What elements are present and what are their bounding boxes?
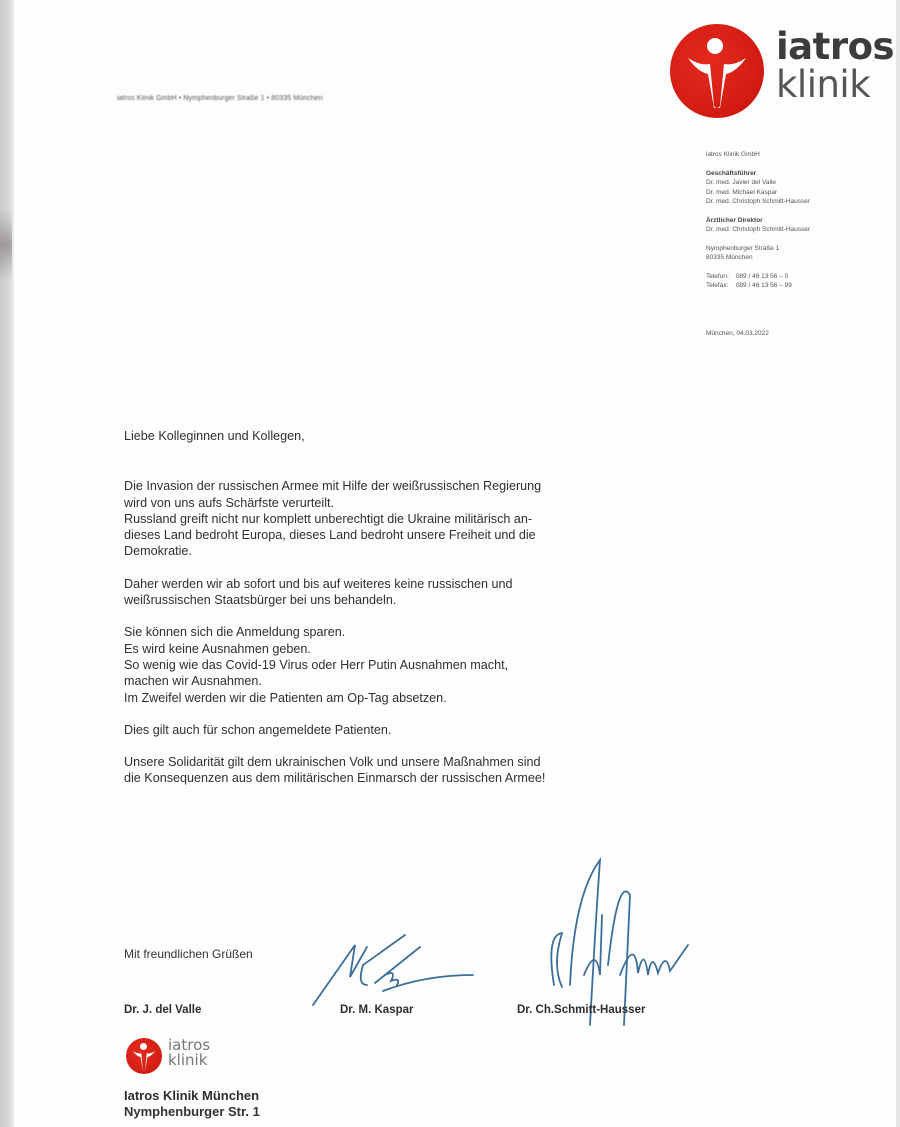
figure-in-circle-icon bbox=[126, 1038, 162, 1074]
paragraph-3: Sie können sich die Anmeldung sparen. Es wird keine Ausnahmen geben. So wenig wie das Covid-19 Virus oder Herr Putin Ausnahmen macht, machen wir Ausnahmen. Im Zweifel werden wir die Patienten am Op-Tag absetzen. bbox=[124, 625, 509, 705]
closing-phrase: Mit freundlichen Grüßen bbox=[124, 947, 253, 961]
scan-shadow bbox=[0, 210, 12, 280]
contact-block: Telefon: 089 / 46 13 56 – 0 Telefax: 089 / 46 13 56 – 99 bbox=[706, 272, 792, 289]
signer-schmitt-hausser: Dr. Ch.Schmitt-Hausser bbox=[517, 1004, 646, 1016]
letter-date: München, 04.03.2022 bbox=[706, 329, 769, 337]
footer-street: Nymphenburger Str. 1 bbox=[124, 1104, 260, 1119]
iatros-logo bbox=[670, 20, 895, 120]
scan-edge-left bbox=[0, 0, 14, 1127]
signer-del-valle: Dr. J. del Valle bbox=[124, 1004, 202, 1016]
signer-kaspar: Dr. M. Kaspar bbox=[340, 1004, 414, 1016]
signature-kaspar bbox=[305, 925, 485, 1015]
footer-clinic-name: Iatros Klinik München bbox=[124, 1088, 260, 1103]
footer-address bbox=[124, 1088, 260, 1120]
logo-wordmark: iatros klinik bbox=[776, 25, 895, 106]
management-block: Geschäftsführer Dr. med. Javier del Valle Dr. med. Michael Kaspar Dr. med. Christoph Schmitt-Hausser bbox=[706, 169, 811, 205]
sender-address-line: iatros Klinik GmbH • Nymphenburger Straße 1 • 80335 München bbox=[117, 95, 323, 102]
paragraph-1: Die Invasion der russischen Armee mit Hilfe der weißrussischen Regierung wird von uns aufs Schärfste verurteilt. Russland greift nicht nur komplett unberechtigt die Ukraine militärisch an- dieses Land bedroht Europa, dieses Land bedroht unsere Freiheit und die Demokratie. bbox=[124, 479, 542, 559]
company-name: iatros Klinik GmbH bbox=[706, 151, 760, 158]
paragraph-5: Unsere Solidarität gilt dem ukrainischen Volk und unsere Maßnahmen sind die Konsequenzen aus dem militärischen Einmarsch der russischen Armee! bbox=[124, 755, 546, 786]
salutation: Liebe Kolleginnen und Kollegen, bbox=[124, 429, 305, 443]
letterhead-sidebar bbox=[706, 150, 896, 338]
footer-logo-wordmark: iatros klinik bbox=[168, 1036, 211, 1069]
letter-body bbox=[124, 428, 724, 803]
paragraph-4: Dies gilt auch für schon angemeldete Patienten. bbox=[124, 722, 392, 737]
paragraph-2: Daher werden wir ab sofort und bis auf weiteres keine russischen und weißrussischen Staatsbürger bei uns behandeln. bbox=[124, 576, 513, 608]
figure-in-circle-icon bbox=[670, 24, 764, 118]
address-block: Nymphenburger Straße 1 80335 München bbox=[706, 244, 780, 261]
footer-logo bbox=[124, 1038, 264, 1078]
scan-edge-right bbox=[896, 0, 900, 1127]
medical-director-block: Ärztlicher Direktor Dr. med. Christoph Schmitt-Hausser bbox=[706, 216, 811, 233]
